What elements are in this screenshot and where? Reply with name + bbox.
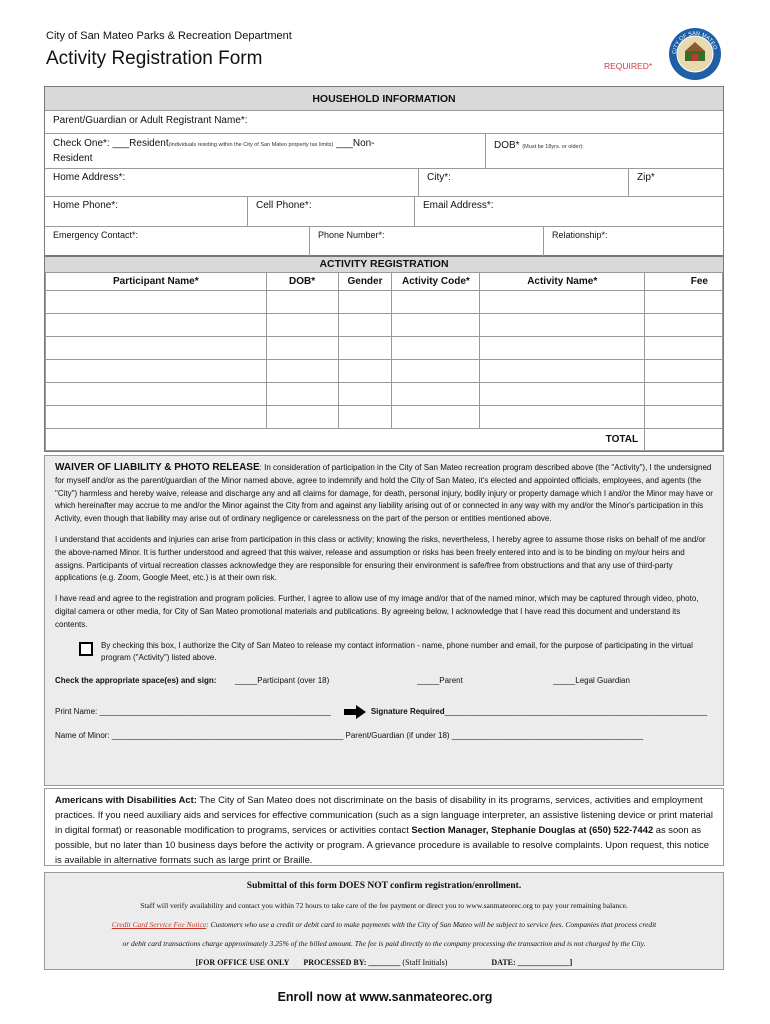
office-title: Submittal of this form DOES NOT confirm registration/enrollment.	[246, 881, 522, 891]
check-sign-label: Check the appropriate space(es) and sign:	[55, 676, 217, 686]
resident-note: (individuals residing within the City of San Mateo property tax limits)	[168, 142, 334, 148]
resident-cont-label: Resident	[53, 153, 93, 164]
city-seal-logo	[668, 27, 722, 81]
table-row[interactable]	[46, 360, 723, 383]
home-phone-field[interactable]: Home Phone*:	[53, 200, 119, 211]
waiver-paragraph-1	[55, 462, 713, 526]
staff-initials-label: (Staff Initials)	[402, 958, 448, 967]
ada-text-2: as soon as possible, but no later than 10 business days before the activity or program. A grievance procedure is available to resolve complaints. Upon request, this notice is available in alternative formats such as large print or Braille.	[55, 824, 710, 865]
contact-release-row	[55, 640, 713, 666]
emergency-phone-field[interactable]: Phone Number*:	[309, 227, 543, 256]
arrow-right-icon	[343, 704, 367, 720]
fee-notice-line-1	[45, 915, 723, 934]
waiver-paragraph-3: I have read and agree to the registration and program policies. Further, I agree to allow use of my image and/or that of the named minor, which may be captured through video, photo, digital camera or other media, for City of San Mateo promotional materials and publications. By agreeing below, I acknowledge that I have read this document and understand its contents.	[55, 594, 699, 629]
city-field[interactable]: City*:	[418, 169, 628, 196]
ada-contact: Section Manager, Stephanie Douglas at (650) 522-7442	[411, 824, 654, 835]
fee-notice-line-2: or debit card transactions charge approximately 3.25% of the billed amount. The fee is paid directly to the company processing the transaction and is not charged by the City.	[122, 939, 646, 948]
household-heading: HOUSEHOLD INFORMATION	[45, 87, 723, 111]
parent-guardian-field[interactable]: Parent/Guardian (if under 18) ___________________________________________	[345, 730, 644, 740]
dob-label: DOB*	[494, 140, 520, 151]
activity-table-header	[46, 273, 723, 291]
contact-release-text: By checking this box, I authorize the City of San Mateo to release my contact information - name, phone number and email, for the purpose of participating in the virtual program ("Activity") listed above.	[101, 640, 693, 663]
office-section	[44, 872, 724, 970]
department-name: City of San Mateo Parks & Recreation Department	[46, 30, 292, 42]
total-row	[46, 429, 723, 451]
contact-release-checkbox[interactable]	[79, 642, 93, 656]
fee-notice-link[interactable]: Credit Card Service Fee Notice	[111, 920, 207, 929]
fee-notice-text: : Customers who use a credit or debit card to make payments with the City of San Mateo will be subject to service fees. Companies that process credit	[206, 920, 657, 929]
ada-title: Americans with Disabilities Act:	[55, 794, 197, 805]
col-activity-name: Activity Name*	[480, 273, 645, 291]
col-dob: DOB*	[266, 273, 338, 291]
dob-note: (Must be 18yrs. or older):	[522, 144, 584, 150]
staff-note: Staff will verify availability and contact you within 72 hours to take care of the fee payment or direct you to www.sanmateorec.org to pay your remaining balance.	[140, 901, 628, 910]
home-address-field[interactable]: Home Address*:	[53, 172, 126, 183]
relationship-field[interactable]: Relationship*:	[543, 227, 723, 256]
minor-row	[55, 730, 713, 743]
ada-text-1: The City of San Mateo does not discriminate on the basis of disability in its programs, services, activities and employment practices. If you need auxiliary aids and services for effective communication (such as a sign language interpreter, an assistive listening device or print material in digital format) or reasonable modification to programs, services or activities contact	[55, 794, 713, 835]
col-activity-code: Activity Code*	[392, 273, 480, 291]
legal-guardian-option[interactable]: _____Legal Guardian	[553, 676, 630, 686]
non-resident-label: ___Non-	[336, 138, 375, 149]
table-row[interactable]	[46, 314, 723, 337]
waiver-title: WAIVER OF LIABILITY & PHOTO RELEASE	[55, 462, 260, 473]
signature-field[interactable]: ___________________________________________________________	[444, 706, 708, 716]
parent-name-field[interactable]: Parent/Guardian or Adult Registrant Name*:	[53, 115, 248, 126]
household-section	[44, 86, 724, 256]
col-gender: Gender	[338, 273, 392, 291]
table-row[interactable]	[46, 383, 723, 406]
svg-text:CITY OF SAN MATEO: CITY OF SAN MATEO	[671, 30, 718, 55]
activity-heading: ACTIVITY REGISTRATION	[45, 257, 723, 272]
waiver-section	[44, 455, 724, 786]
email-field[interactable]: Email Address*:	[414, 197, 723, 226]
table-row[interactable]	[46, 291, 723, 314]
processed-by-field[interactable]: PROCESSED BY: ________	[303, 958, 401, 967]
total-label: TOTAL	[46, 429, 645, 451]
enroll-link[interactable]: Enroll now at www.sanmateorec.org	[277, 990, 493, 1004]
emergency-contact-field[interactable]: Emergency Contact*:	[53, 230, 139, 240]
residency-field[interactable]	[45, 134, 485, 168]
required-note: REQUIRED*	[604, 61, 653, 71]
waiver-paragraph-2: I understand that accidents and injuries can arise from participation in this class or activity; knowing the risks, nevertheless, I hereby agree to assume those risks on behalf of me and/or the above-named Minor. It is further understood and agreed that this waiver, release and assumption or risks has been freely entered into and is to be binding on my/our heirs and assigns. Participants of virtual recreation classes acknowledge they are responsible for ensuring their environment is safe/free from obstructions and that any use of third-party applications (e.g. Zoom, Google Meet, etc.) is at their own risk.	[55, 534, 706, 583]
sign-options-row	[55, 675, 713, 688]
participant-option[interactable]: _____Participant (over 18)	[235, 676, 330, 686]
col-fee: Fee	[645, 273, 723, 291]
waiver-text-1: : In consideration of participation in the City of San Mateo recreation program described above (the "Activity"), I the undersigned for myself and/or as the parent/guardian of the Minor named above, agree to indemnify and hold the City of San Mateo, it's elected and appointed officials, employees, and agents (the "City") harmless and hereby waive, release and discharge any and all claims for damage, for death, personal injury, bodily injury or property damage which I and/or the Minor may have or which hereinafter may accrue to me and/or the Minor against the City from and against any liability arising out of or connected in any way with my and/or the Minor's participation in this Activity, even though that liability may arise out of ordinary negligence or carelessness on the part of the person or entities mentioned above.	[55, 463, 713, 524]
office-use-row	[45, 953, 723, 972]
activity-section	[44, 256, 724, 452]
parent-option[interactable]: _____Parent	[417, 676, 463, 686]
table-row[interactable]	[46, 337, 723, 360]
form-title: Activity Registration Form	[46, 48, 263, 69]
activity-table	[45, 272, 723, 451]
ada-section	[44, 788, 724, 866]
signature-label: Signature Required	[370, 706, 445, 716]
zip-field[interactable]: Zip*	[628, 169, 723, 196]
total-fee-field[interactable]	[645, 429, 723, 451]
print-name-field[interactable]: Print Name: ____________________________________________________	[55, 706, 331, 716]
check-one-label: Check One*: ___Resident	[53, 138, 169, 149]
office-use-label: [FOR OFFICE USE ONLY	[195, 958, 290, 967]
print-sign-row	[55, 704, 713, 720]
table-row[interactable]	[46, 406, 723, 429]
date-field[interactable]: DATE: _____________]	[491, 958, 573, 967]
cell-phone-field[interactable]: Cell Phone*:	[247, 197, 414, 226]
dob-field[interactable]	[485, 134, 723, 168]
minor-name-field[interactable]: Name of Minor: ____________________________________________________	[55, 730, 344, 740]
col-participant-name: Participant Name*	[46, 273, 267, 291]
